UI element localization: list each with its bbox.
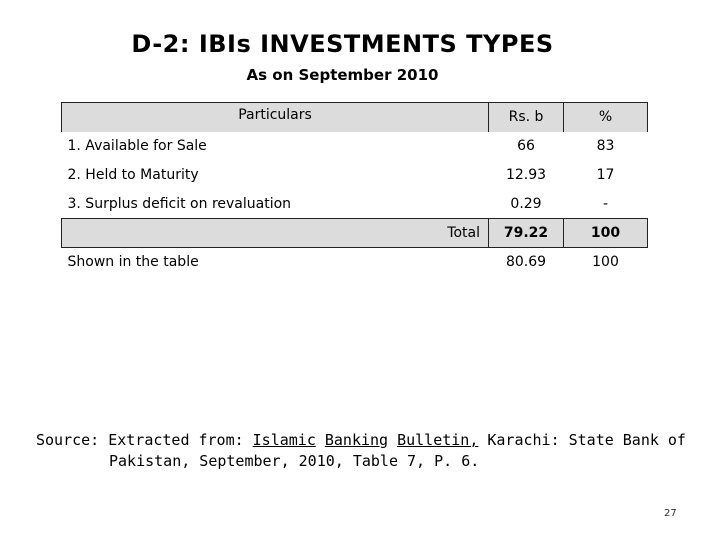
table-row xyxy=(62,132,648,161)
row-rs: 12.93 xyxy=(505,167,547,183)
total-rs: 79.22 xyxy=(489,219,564,248)
row-label: 1. Available for Sale xyxy=(67,138,207,154)
source-line-1 xyxy=(36,430,686,451)
source-word: Bank xyxy=(622,431,659,449)
source-word: Banking xyxy=(324,431,389,449)
shown-rs: 80.69 xyxy=(505,254,547,271)
row-pct: 83 xyxy=(596,138,615,154)
source-word: of xyxy=(667,431,686,449)
source-line-2: Pakistan, September, 2010, Table 7, P. 6. xyxy=(109,452,480,470)
row-rs: 66 xyxy=(517,138,535,154)
shown-pct: 100 xyxy=(592,254,619,271)
total-label: Total xyxy=(62,219,489,248)
page-subtitle: As on September 2010 xyxy=(246,66,439,84)
source-word: State xyxy=(568,431,614,449)
header-pct: % xyxy=(564,103,648,132)
shown-label: Shown in the table xyxy=(67,254,199,271)
source-word: Islamic xyxy=(252,431,316,449)
source-word: Karachi: xyxy=(487,431,560,449)
header-rs: Rs. b xyxy=(489,103,564,132)
investments-table xyxy=(61,102,648,277)
page-number: 27 xyxy=(664,508,677,519)
row-rs: 0.29 xyxy=(510,195,542,212)
table-shown-row xyxy=(62,248,648,277)
row-label: 2. Held to Maturity xyxy=(67,167,199,183)
source-word: Bulletin, xyxy=(397,431,479,449)
row-label: 3. Surplus deficit on revaluation xyxy=(67,195,292,212)
source-note xyxy=(36,430,686,472)
source-word: from: xyxy=(198,431,244,449)
table-row xyxy=(62,161,648,190)
header-particulars: Particulars xyxy=(62,103,489,132)
source-word: Source: xyxy=(36,431,100,449)
page-title: D-2: IBIs INVESTMENTS TYPES xyxy=(131,30,554,58)
source-word: Extracted xyxy=(108,431,190,449)
table-header-row xyxy=(62,103,648,132)
total-pct: 100 xyxy=(564,219,648,248)
row-pct: - xyxy=(602,195,609,212)
table-total-row xyxy=(62,219,648,248)
table-row xyxy=(62,190,648,219)
row-pct: 17 xyxy=(596,167,615,183)
